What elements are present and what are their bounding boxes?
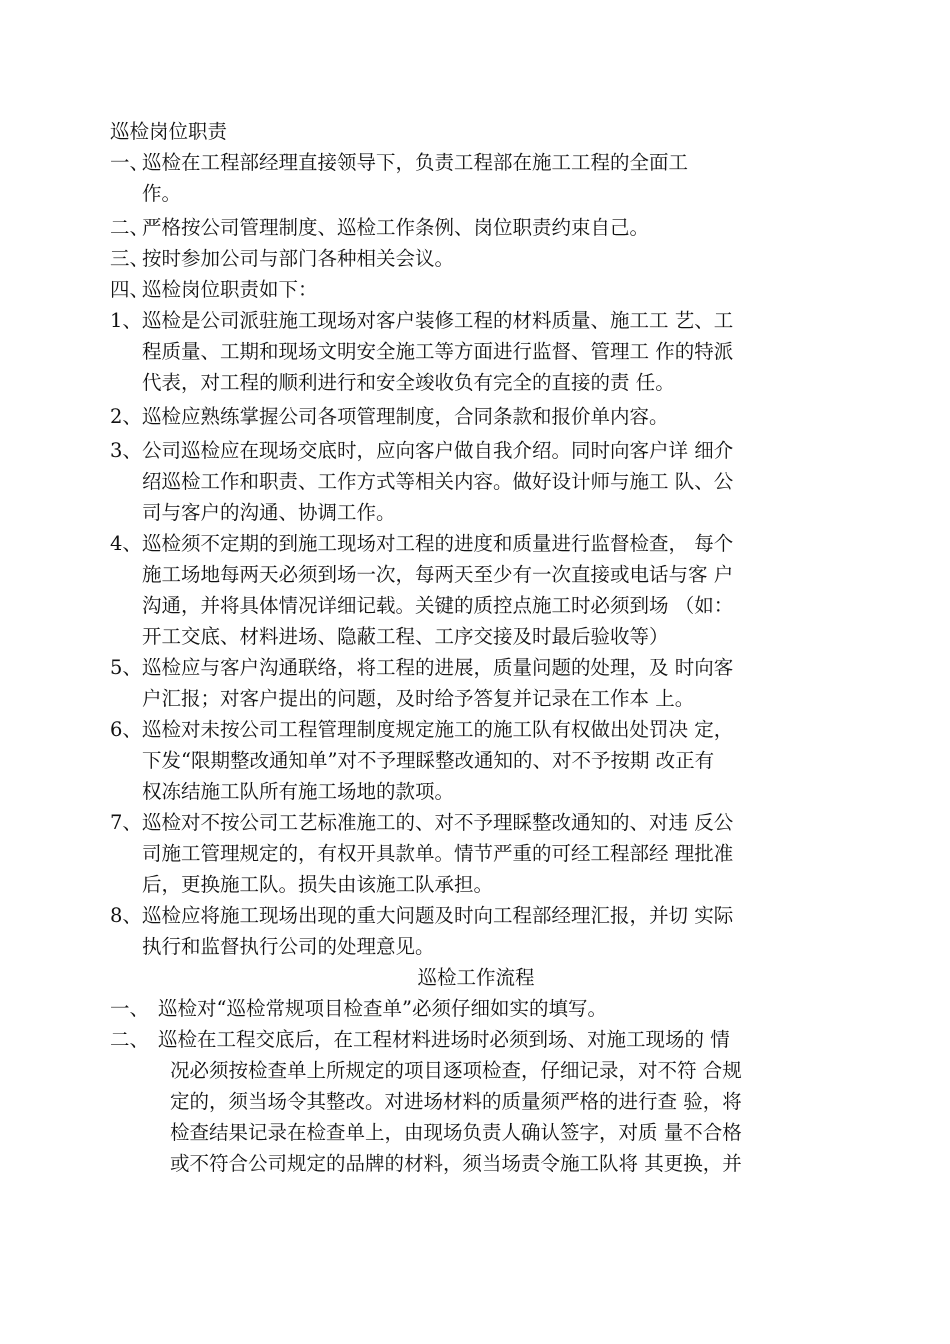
item-number: 二、 <box>110 1028 150 1051</box>
duty-item-4 <box>110 528 842 652</box>
item-text-line: 按时参加公司与部门各种相关会议。 <box>142 247 455 270</box>
duty-item-1 <box>110 305 842 398</box>
item-text-line: 巡检应熟练掌握公司各项管理制度，合同条款和报价单内容。 <box>142 405 669 428</box>
item-number: 3、 <box>110 439 142 462</box>
item-text-line: 户汇报；对客户提出的问题，及时给予答复并记录在工作本 上。 <box>142 687 695 710</box>
item-number: 三、 <box>110 247 150 270</box>
item-text-line: 程质量、工期和现场文明安全施工等方面进行监督、管理工 作的特派 <box>142 340 734 363</box>
item-text-line: 公司巡检应在现场交底时，应向客户做自我介绍。同时向客户详 细介 <box>142 439 734 462</box>
process-item-2 <box>110 1024 842 1179</box>
section-title: 巡检工作流程 <box>417 966 535 989</box>
item-text-line: 巡检在工程部经理直接领导下，负责工程部在施工工程的全面工 <box>142 151 689 174</box>
intro-item-4 <box>110 274 842 305</box>
item-text-line: 开工交底、材料进场、隐蔽工程、工序交接及时最后验收等） <box>142 625 669 648</box>
item-text-line: 巡检在工程交底后，在工程材料进场时必须到场、对施工现场的 情 <box>158 1028 730 1051</box>
duty-item-6 <box>110 714 842 807</box>
duty-item-8 <box>110 900 842 962</box>
item-number: 一、 <box>110 151 150 174</box>
item-text-line: 巡检对未按公司工程管理制度规定施工的施工队有权做出处罚决 定， <box>142 718 734 741</box>
item-text-line: 巡检是公司派驻施工现场对客户装修工程的材料质量、施工工 艺、工 <box>142 309 734 332</box>
process-item-1 <box>110 993 842 1024</box>
item-text-line: 巡检对“巡检常规项目检查单”必须仔细如实的填写。 <box>158 997 607 1020</box>
item-number: 二、 <box>110 216 150 239</box>
item-text-line: 严格按公司管理制度、巡检工作条例、岗位职责约束自己。 <box>142 216 650 239</box>
item-text-line: 绍巡检工作和职责、工作方式等相关内容。做好设计师与施工 队、公 <box>142 470 734 493</box>
doc-title: 巡检岗位职责 <box>110 120 228 143</box>
item-text-line: 检查结果记录在检查单上，由现场负责人确认签字，对质 量不合格 <box>170 1121 742 1144</box>
item-number: 2、 <box>110 405 142 428</box>
document-page <box>110 116 842 1179</box>
item-text-line: 定的，须当场令其整改。对进场材料的质量须严格的进行查 验，将 <box>170 1090 742 1113</box>
duty-item-3 <box>110 435 842 528</box>
item-text-line: 权冻结施工队所有施工场地的款项。 <box>142 780 455 803</box>
item-text-line: 沟通，并将具体情况详细记载。关键的质控点施工时必须到场 （如： <box>142 594 734 617</box>
item-text-line: 下发“限期整改通知单”对不予理睬整改通知的、对不予按期 改正有 <box>142 749 715 772</box>
item-number: 4、 <box>110 532 142 555</box>
item-text-line: 司与客户的沟通、协调工作。 <box>142 501 396 524</box>
duty-item-5 <box>110 652 842 714</box>
item-text-line: 代表，对工程的顺利进行和安全竣收负有完全的直接的责 任。 <box>142 371 675 394</box>
intro-item-3 <box>110 243 842 274</box>
intro-item-1 <box>110 147 842 209</box>
duty-item-2 <box>110 401 842 432</box>
item-number: 5、 <box>110 656 142 679</box>
duty-item-7 <box>110 807 842 900</box>
item-text-line: 或不符合公司规定的品牌的材料，须当场责令施工队将 其更换，并 <box>170 1152 742 1175</box>
item-number: 6、 <box>110 718 142 741</box>
item-text-line: 巡检应与客户沟通联络，将工程的进展，质量问题的处理，及 时向客 <box>142 656 734 679</box>
item-text-line: 后，更换施工队。损失由该施工队承担。 <box>142 873 494 896</box>
item-text-line: 巡检应将施工现场出现的重大问题及时向工程部经理汇报，并切 实际 <box>142 904 734 927</box>
item-number: 7、 <box>110 811 142 834</box>
item-text-line: 巡检须不定期的到施工现场对工程的进度和质量进行监督检查， 每个 <box>142 532 734 555</box>
item-text-line: 司施工管理规定的，有权开具款单。情节严重的可经工程部经 理批准 <box>142 842 734 865</box>
item-text-line: 巡检岗位职责如下： <box>142 278 318 301</box>
item-number: 四、 <box>110 278 150 301</box>
item-text-line: 巡检对不按公司工艺标准施工的、对不予理睬整改通知的、对违 反公 <box>142 811 734 834</box>
item-text-line: 施工场地每两天必须到场一次，每两天至少有一次直接或电话与客 户 <box>142 563 734 586</box>
item-text-line: 作。 <box>142 182 182 205</box>
intro-item-2 <box>110 212 842 243</box>
item-number: 8、 <box>110 904 142 927</box>
item-text-line: 况必须按检查单上所规定的项目逐项检查，仔细记录，对不符 合规 <box>170 1059 742 1082</box>
item-number: 一、 <box>110 997 150 1020</box>
item-text-line: 执行和监督执行公司的处理意见。 <box>142 935 435 958</box>
item-number: 1、 <box>110 309 142 332</box>
